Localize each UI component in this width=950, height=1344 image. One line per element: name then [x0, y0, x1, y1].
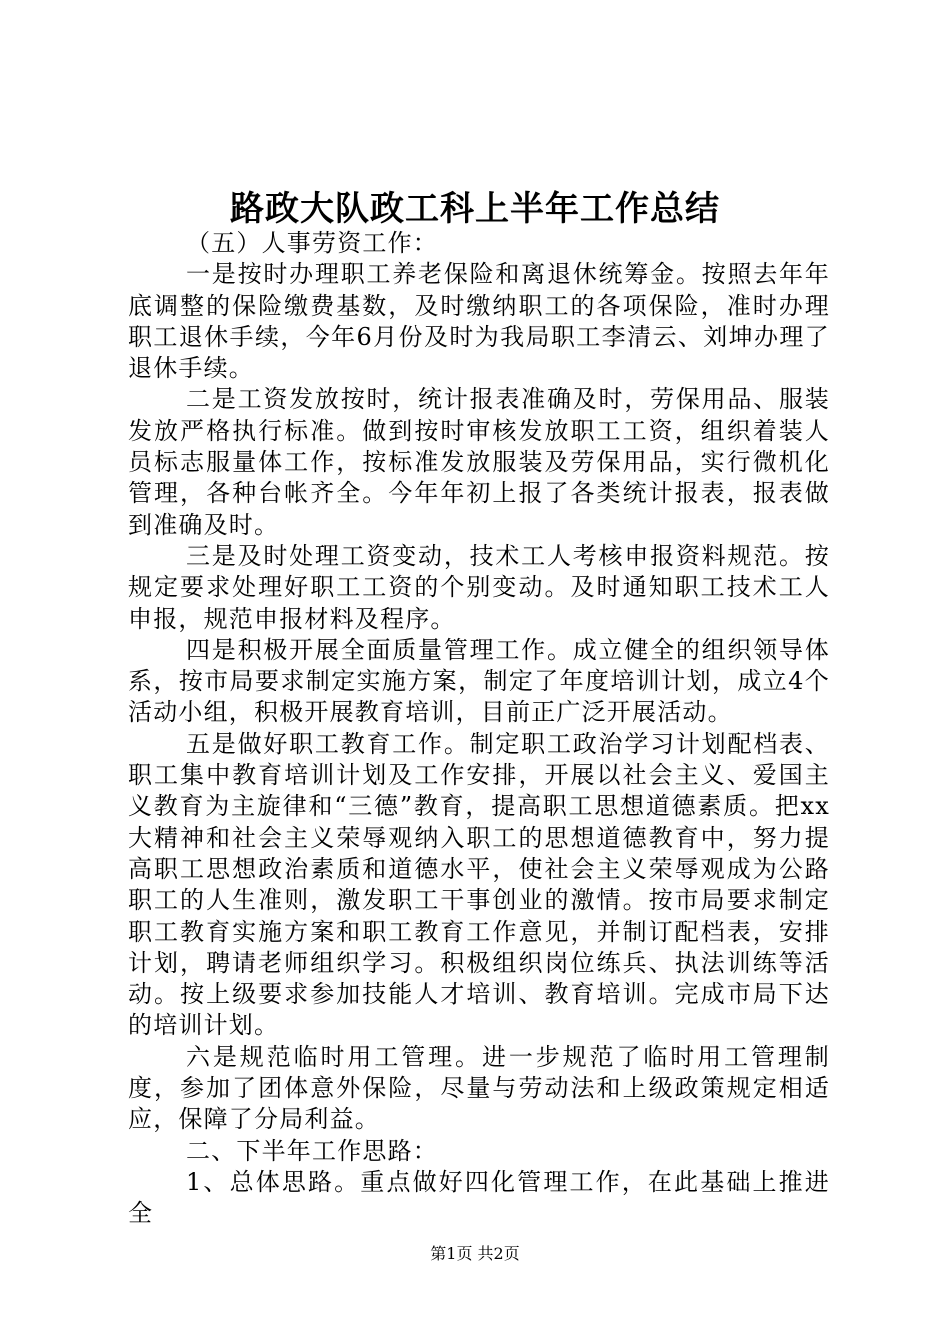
paragraph-item-7: 1、总体思路。重点做好四化管理工作，在此基础上推进全 [128, 1167, 830, 1228]
paragraph-item-4: 四是积极开展全面质量管理工作。成立健全的组织领导体系，按市局要求制定实施方案，制定了年度培训计划，成立4个活动小组，积极开展教育培训，目前正广泛开展活动。 [128, 635, 830, 727]
document-title: 路政大队政工科上半年工作总结 [230, 189, 720, 229]
paragraph-section-heading-2: 二、下半年工作思路： [186, 1136, 438, 1165]
paragraph-item-2: 二是工资发放按时，统计报表准确及时，劳保用品、服装发放严格执行标准。做到按时审核发放职工工资，组织着装人员标志服量体工作，按标准发放服装及劳保用品，实行微机化管理，各种台帐齐全。今年年初上报了各类统计报表，报表做到准确及时。 [128, 385, 830, 539]
paragraph-item-6: 六是规范临时用工管理。进一步规范了临时用工管理制度，参加了团体意外保险，尽量与劳动法和上级政策规定相适应，保障了分局利益。 [128, 1042, 830, 1134]
page-footer: 第1页 共2页 [430, 1244, 520, 1263]
paragraph-item-5: 五是做好职工教育工作。制定职工政治学习计划配档表、职工集中教育培训计划及工作安排，开展以社会主义、爱国主义教育为主旋律和“三德”教育，提高职工思想道德素质。把xx大精神和社会主义荣辱观纳入职工的思想道德教育中，努力提高职工思想政治素质和道德水平，使社会主义荣辱观成为公路职工的人生准则，激发职工干事创业的激情。按市局要求制定职工教育实施方案和职工教育工作意见，并制订配档表，安排计划，聘请老师组织学习。积极组织岗位练兵、执法训练等活动。按上级要求参加技能人才培训、教育培训。完成市局下达的培训计划。 [128, 729, 830, 1040]
document-body [128, 228, 830, 1230]
paragraph-item-1: 一是按时办理职工养老保险和离退休统筹金。按照去年年底调整的保险缴费基数，及时缴纳职工的各项保险，准时办理职工退休手续，今年6月份及时为我局职工李清云、刘坤办理了退休手续。 [128, 260, 830, 383]
paragraph-item-3: 三是及时处理工资变动，技术工人考核申报资料规范。按规定要求处理好职工工资的个别变动。及时通知职工技术工人申报，规范申报材料及程序。 [128, 541, 830, 633]
paragraph-section-heading: （五）人事劳资工作： [186, 229, 438, 257]
